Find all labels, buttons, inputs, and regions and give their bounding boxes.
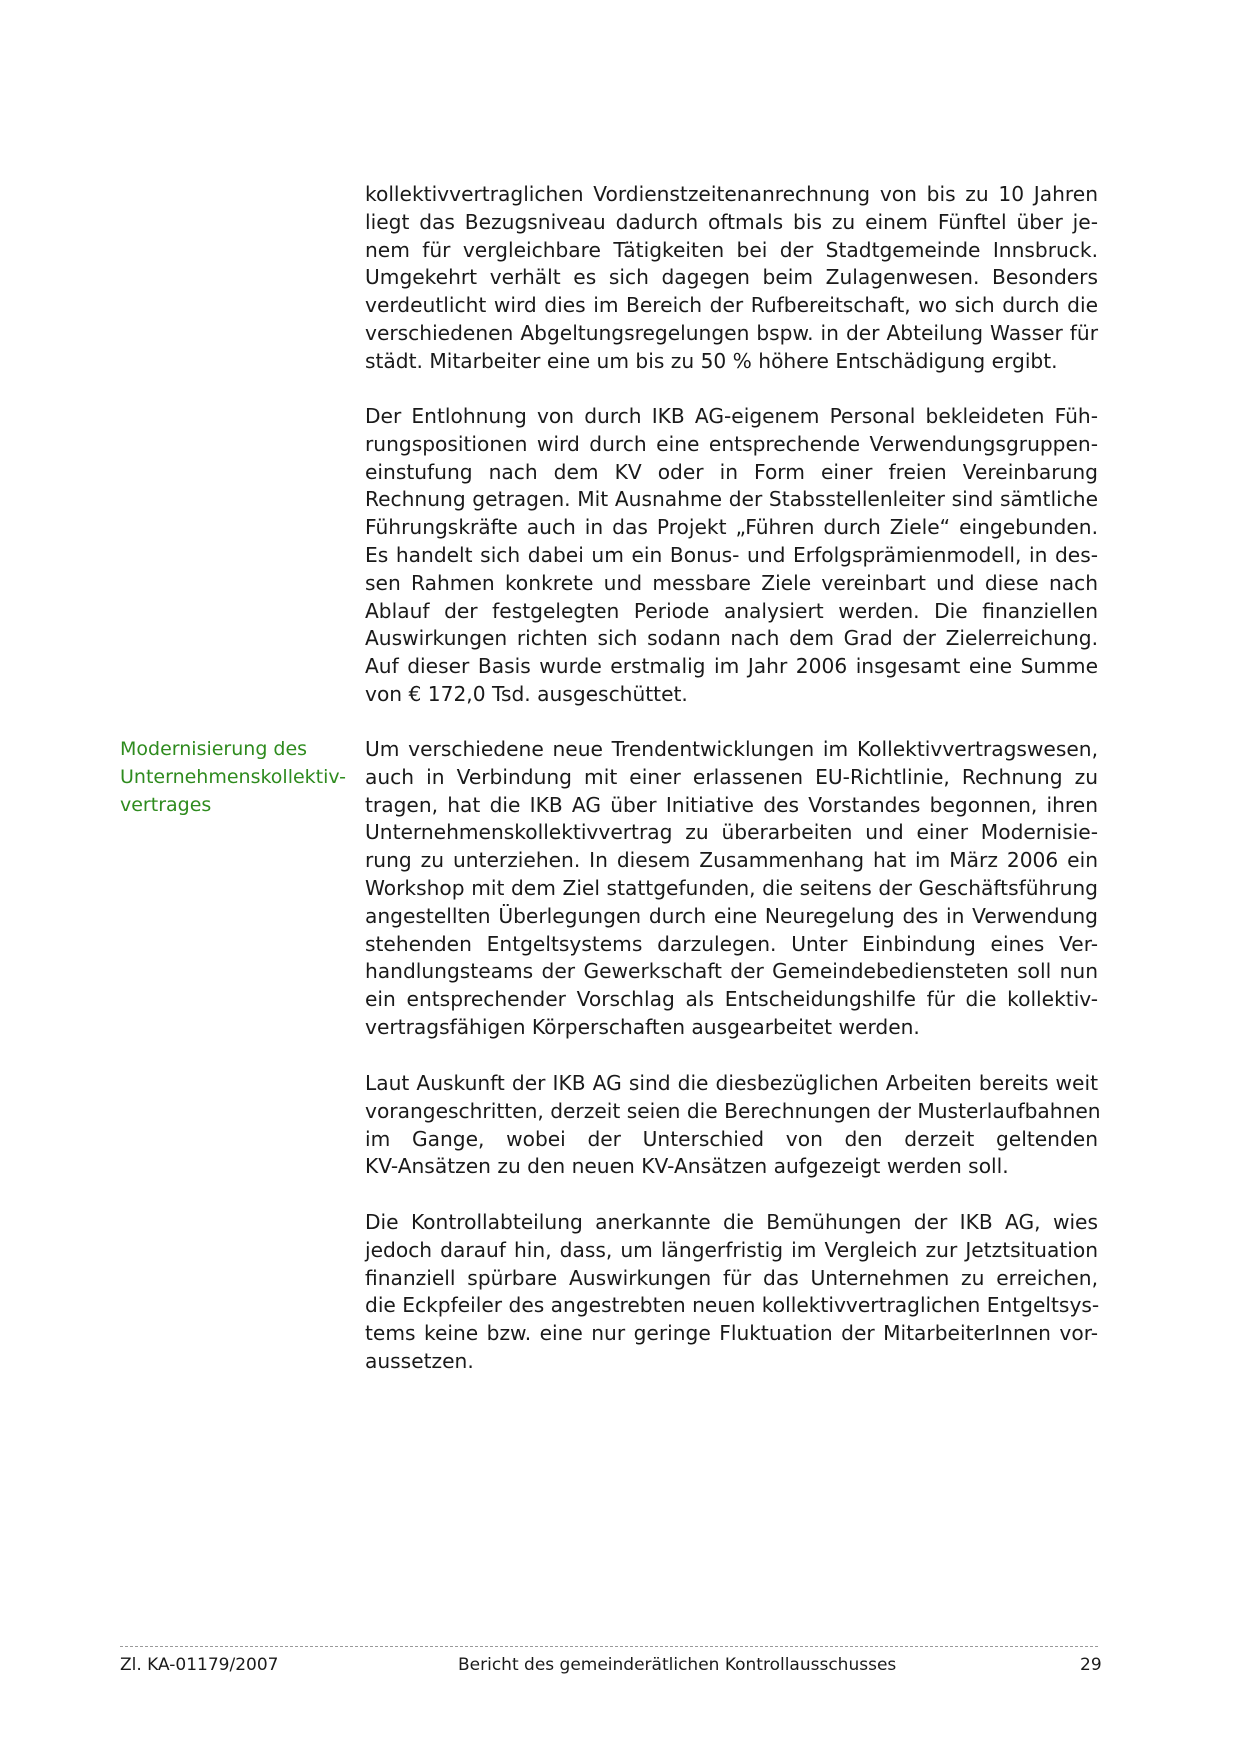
margin-note-line: Unternehmenskollektiv-	[120, 765, 346, 788]
footer-title: Bericht des gemeinderätlichen Kontrollausschusses	[458, 1655, 897, 1675]
text-line: Führungskräfte auch in das Projekt „Führen durch Ziele“ eingebunden.	[365, 515, 1098, 540]
text-line: Workshop mit dem Ziel stattgefunden, die seitens der Geschäftsführung	[365, 875, 1098, 900]
text-line: handlungsteams der Gewerkschaft der Gemeindebediensteten soll nun	[365, 959, 1098, 984]
text-line: nem für vergleichbare Tätigkeiten bei der Stadtgemeinde Innsbruck.	[365, 237, 1098, 262]
text-line: kollektivvertraglichen Vordienstzeitenanrechnung von bis zu 10 Jahren	[365, 182, 1098, 206]
text-line: vorangeschritten, derzeit seien die Berechnungen der Musterlaufbahnen	[365, 1098, 1101, 1123]
text-line: einstufung nach dem KV oder in Form einer freien Vereinbarung	[365, 459, 1098, 484]
text-line: Unternehmenskollektivvertrag zu überarbeiten und einer Modernisie-	[365, 820, 1098, 845]
text-line: Laut Auskunft der IKB AG sind die diesbezüglichen Arbeiten bereits weit	[365, 1071, 1098, 1095]
text-line: auch in Verbindung mit einer erlassenen EU-Richtlinie, Rechnung zu	[365, 764, 1098, 789]
text-line: städt. Mitarbeiter eine um bis zu 50 % höhere Entschädigung ergibt.	[365, 348, 1058, 373]
text-line: von € 172,0 Tsd. ausgeschüttet.	[365, 681, 688, 706]
text-line: die Eckpfeiler des angestrebten neuen kollektivvertraglichen Entgeltsys-	[365, 1293, 1100, 1318]
text-line: tragen, hat die IKB AG über Initiative des Vorstandes begonnen, ihren	[365, 792, 1098, 817]
text-line: Auf dieser Basis wurde erstmalig im Jahr 2006 insgesamt eine Summe	[365, 654, 1098, 679]
text-line: im Gange, wobei der Unterschied von den derzeit geltenden	[365, 1126, 1098, 1151]
text-line: KV-Ansätzen zu den neuen KV-Ansätzen aufgezeigt werden soll.	[365, 1154, 1009, 1179]
text-line: angestellten Überlegungen durch eine Neuregelung des in Verwendung	[365, 903, 1098, 928]
text-line: liegt das Bezugsniveau dadurch oftmals bis zu einem Fünftel über je-	[365, 209, 1098, 234]
text-line: Die Kontrollabteilung anerkannte die Bemühungen der IKB AG, wies	[365, 1210, 1098, 1234]
paragraph-2	[365, 403, 1098, 709]
paragraph-3	[365, 736, 1098, 1042]
text-line: aussetzen.	[365, 1348, 474, 1373]
text-line: Rechnung getragen. Mit Ausnahme der Stabsstellenleiter sind sämtliche	[365, 487, 1098, 512]
text-line: stehenden Entgeltsystems darzulegen. Unter Einbindung eines Ver-	[365, 931, 1098, 956]
paragraph-4	[365, 1070, 1101, 1181]
text-line: rung zu unterziehen. In diesem Zusammenhang hat im März 2006 ein	[365, 848, 1098, 873]
paragraph-1	[365, 181, 1098, 376]
text-line: Der Entlohnung von durch IKB AG-eigenem Personal bekleideten Füh-	[365, 404, 1098, 428]
text-line: rungspositionen wird durch eine entsprechende Verwendungsgruppen-	[365, 431, 1098, 456]
text-line: Um verschiedene neue Trendentwicklungen im Kollektivvertragswesen,	[365, 737, 1098, 761]
text-line: Umgekehrt verhält es sich dagegen beim Zulagenwesen. Besonders	[365, 265, 1098, 290]
text-line: Ablauf der festgelegten Periode analysiert werden. Die finanziellen	[365, 598, 1098, 623]
text-line: Es handelt sich dabei um ein Bonus- und Erfolgsprämienmodell, in des-	[365, 542, 1098, 567]
text-line: Auswirkungen richten sich sodann nach dem Grad der Zielerreichung.	[365, 626, 1098, 651]
text-line: sen Rahmen konkrete und messbare Ziele vereinbart und diese nach	[365, 570, 1098, 595]
margin-note-line: vertrages	[120, 793, 212, 816]
paragraph-5	[365, 1209, 1098, 1376]
footer-reference: Zl. KA-01179/2007	[120, 1655, 279, 1675]
text-line: finanziell spürbare Auswirkungen für das Unternehmen zu erreichen,	[365, 1265, 1098, 1290]
margin-note	[120, 736, 350, 819]
text-line: verdeutlicht wird dies im Bereich der Rufbereitschaft, wo sich durch die	[365, 293, 1098, 318]
text-line: vertragsfähigen Körperschaften ausgearbeitet werden.	[365, 1014, 920, 1039]
footer-divider	[120, 1646, 1098, 1647]
text-line: verschiedenen Abgeltungsregelungen bspw. in der Abteilung Wasser für	[365, 320, 1098, 345]
text-line: ein entsprechender Vorschlag als Entscheidungshilfe für die kollektiv-	[365, 987, 1098, 1012]
page-number: 29	[1080, 1655, 1102, 1675]
text-line: tems keine bzw. eine nur geringe Fluktuation der MitarbeiterInnen vor-	[365, 1321, 1098, 1346]
margin-note-line: Modernisierung des	[120, 738, 308, 760]
text-line: jedoch darauf hin, dass, um längerfristig im Vergleich zur Jetztsituation	[365, 1237, 1098, 1262]
